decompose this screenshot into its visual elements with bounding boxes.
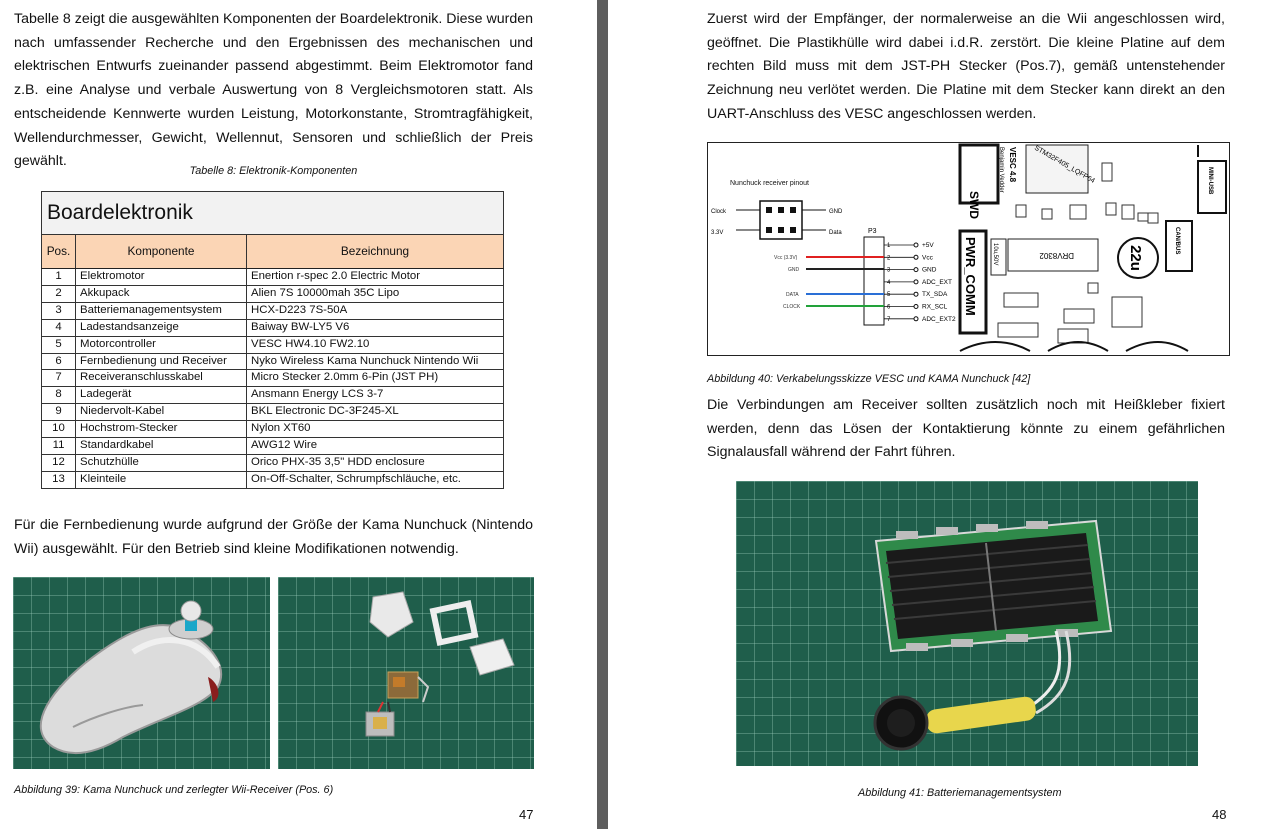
cell-komponente: Niedervolt-Kabel: [76, 404, 247, 421]
cell-bezeichnung: HCX-D223 7S-50A: [247, 302, 504, 319]
pin-label: RX_SCL: [922, 303, 948, 311]
pin-terminal: [914, 268, 918, 272]
page-divider: [597, 0, 608, 829]
table-row: [42, 370, 504, 387]
table-caption: Tabelle 8: Elektronik-Komponenten: [189, 165, 358, 177]
table-row: [42, 438, 504, 455]
figure-41-caption: Abbildung 41: Batteriemanagementsystem: [858, 787, 1062, 799]
board-label-driver: DRV8302: [1039, 251, 1074, 260]
connector-pins: [884, 242, 956, 323]
pin-terminal: [914, 292, 918, 296]
table-row: [42, 319, 504, 336]
cell-komponente: Hochstrom-Stecker: [76, 421, 247, 438]
cell-pos: 9: [42, 404, 76, 421]
cell-komponente: Motorcontroller: [76, 336, 247, 353]
figure-39-caption: Abbildung 39: Kama Nunchuck und zerlegter Wii-Receiver (Pos. 6): [14, 784, 334, 796]
board-label-swd: SWD: [967, 191, 981, 219]
header-pos: Pos.: [42, 235, 76, 269]
wire-label-clock: CLOCK: [783, 304, 801, 310]
cell-komponente: Fernbedienung und Receiver: [76, 353, 247, 370]
cell-komponente: Standardkabel: [76, 438, 247, 455]
cell-pos: 11: [42, 438, 76, 455]
cell-pos: 10: [42, 421, 76, 438]
table-row: [42, 454, 504, 471]
figure-40-caption: Abbildung 40: Verkabelungsskizze VESC und KAMA Nunchuck [42]: [707, 373, 1031, 385]
pin-label: ADC_EXT: [922, 278, 952, 286]
pinout-label-gnd: GND: [829, 209, 843, 215]
pin-number: 1: [887, 243, 891, 249]
cell-bezeichnung: Ansmann Energy LCS 3-7: [247, 387, 504, 404]
connector-label: P3: [868, 228, 877, 235]
cell-bezeichnung: Nylon XT60: [247, 421, 504, 438]
remote-paragraph: Für die Fernbedienung wurde aufgrund der Größe der Kama Nunchuck (Nintendo Wii) ausgewählt. Für den Betrieb sind kleine Modifikationen notwendig.: [14, 517, 533, 557]
table-title: Boardelektronik: [42, 192, 504, 235]
receiver-parts-illustration: [278, 577, 534, 769]
board-label-mcu: STM32F405_LQFP64: [1033, 144, 1096, 185]
cell-pos: 8: [42, 387, 76, 404]
pin-number: 7: [887, 316, 891, 323]
cell-bezeichnung: On-Off-Schalter, Schrumpfschläuche, etc.: [247, 471, 504, 488]
wire-label-vcc: Vcc (3.3V): [774, 255, 798, 261]
cell-pos: 13: [42, 471, 76, 488]
pinout-title: Nunchuck receiver pinout: [730, 180, 809, 187]
wiring-diagram: [707, 142, 1230, 356]
pin-label: GND: [922, 266, 937, 274]
table-row: [42, 421, 504, 438]
cell-bezeichnung: Enertion r-spec 2.0 Electric Motor: [247, 269, 504, 286]
table-row: [42, 387, 504, 404]
cell-komponente: Receiveranschlusskabel: [76, 370, 247, 387]
pinout-label-data: Data: [829, 230, 842, 236]
board-label-cap-rating: 10u,50V: [992, 243, 998, 266]
pin-number: 2: [887, 255, 891, 262]
pinout-label-clock: Clock: [711, 209, 727, 215]
pin-label: Vcc: [922, 254, 933, 262]
pin-label: ADC_EXT2: [922, 315, 956, 323]
nunchuck-illustration: [13, 577, 270, 769]
header-komponente: Komponente: [76, 235, 247, 269]
cell-bezeichnung: Micro Stecker 2.0mm 6-Pin (JST PH): [247, 370, 504, 387]
board-label-capacitor: 22u: [1127, 245, 1144, 271]
cell-bezeichnung: Alien 7S 10000mah 35C Lipo: [247, 285, 504, 302]
pin-number: 5: [887, 292, 891, 299]
cell-komponente: Ladestandsanzeige: [76, 319, 247, 336]
cell-komponente: Batteriemanagementsystem: [76, 302, 247, 319]
table-row: [42, 302, 504, 319]
table-row: [42, 285, 504, 302]
pin-number: 4: [887, 279, 891, 286]
receiver-intro-paragraph: Zuerst wird der Empfänger, der normalerweise an die Wii angeschlossen wird, geöffnet. Die Plastikhülle wird dabei i.d.R. zerstört. Die kleine Platine auf dem rechten Bild muss mit dem JST-PH Stecker (Pos.7), gemäß untenstehender Zeichnung neu verlötet werden. Die Platine mit dem Stecker kann direkt an den UART-Anschluss des VESC angeschlossen werden.: [707, 11, 1225, 122]
cell-komponente: Schutzhülle: [76, 454, 247, 471]
table-row: [42, 404, 504, 421]
pin-terminal: [914, 280, 918, 284]
cell-pos: 12: [42, 454, 76, 471]
board-label-vesc: VESC 4.8: [1008, 147, 1017, 183]
pin-label: TX_SDA: [922, 291, 948, 299]
nunchuck-photo: [13, 577, 270, 769]
table-row: [42, 269, 504, 286]
bms-illustration: [736, 481, 1198, 766]
cell-pos: 5: [42, 336, 76, 353]
wire-label-data: DATA: [786, 292, 799, 298]
board-label-canbus: CAN/BUS: [1174, 227, 1180, 255]
pin-terminal: [914, 255, 918, 259]
page-number: 47: [519, 807, 534, 822]
intro-paragraph: Tabelle 8 zeigt die ausgewählten Komponenten der Boardelektronik. Diese wurden nach umfassender Recherche und den Ergebnissen des mechanischen und elektrischen Entwurfs zueinander passend abgestimmt. Beim Elektromotor fand z.B. eine Analyse und verbale Auswertung von 8 Vergleichsmotoren statt. Als entscheidende Kennwerte wurden Leistung, Motorkonstante, Stromtragfähigkeit, Wellendurchmesser, Gewicht, Wellennut, Sensoren und schließlich der Preis gewählt.: [14, 11, 533, 170]
pin-terminal: [914, 243, 918, 247]
cell-pos: 4: [42, 319, 76, 336]
cell-komponente: Akkupack: [76, 285, 247, 302]
wire-label-gnd: GND: [788, 267, 800, 273]
board-label-pwr-comm: PWR_COMM: [963, 237, 978, 316]
bms-photo: [736, 481, 1198, 766]
cell-komponente: Ladegerät: [76, 387, 247, 404]
cell-pos: 6: [42, 353, 76, 370]
page-number: 48: [1212, 807, 1227, 822]
table-row: [42, 353, 504, 370]
cell-pos: 7: [42, 370, 76, 387]
receiver-photo: [278, 577, 534, 769]
components-table: [41, 191, 504, 489]
board-label-author: Benjamin Vedder: [998, 147, 1004, 193]
table-row: [42, 471, 504, 488]
left-page: [0, 0, 597, 829]
cell-pos: 1: [42, 269, 76, 286]
cell-bezeichnung: Orico PHX-35 3,5" HDD enclosure: [247, 454, 504, 471]
pin-number: 3: [887, 267, 891, 274]
connection-paragraph: Die Verbindungen am Receiver sollten zusätzlich noch mit Heißkleber fixiert werden, denn das Lösen der Kontaktierung könnte zu einem gefährlichen Signalausfall während der Fahrt führen.: [707, 397, 1225, 461]
cell-bezeichnung: Baiway BW-LY5 V6: [247, 319, 504, 336]
pin-terminal: [914, 305, 918, 309]
table-row: [42, 336, 504, 353]
cell-pos: 2: [42, 285, 76, 302]
header-bezeichnung: Bezeichnung: [247, 235, 504, 269]
cell-pos: 3: [42, 302, 76, 319]
cell-komponente: Elektromotor: [76, 269, 247, 286]
cell-bezeichnung: Nyko Wireless Kama Nunchuck Nintendo Wii: [247, 353, 504, 370]
cell-komponente: Kleinteile: [76, 471, 247, 488]
pin-terminal: [914, 317, 918, 321]
right-page: [608, 0, 1273, 829]
pin-number: 6: [887, 304, 891, 311]
board-label-usb: MINI-USB: [1207, 167, 1213, 195]
pin-label: +5V: [922, 242, 934, 249]
wiring-diagram-svg: [708, 143, 1229, 355]
cell-bezeichnung: AWG12 Wire: [247, 438, 504, 455]
cell-bezeichnung: VESC HW4.10 FW2.10: [247, 336, 504, 353]
pinout-label-3v3: 3.3V: [711, 230, 724, 236]
cell-bezeichnung: BKL Electronic DC-3F245-XL: [247, 404, 504, 421]
